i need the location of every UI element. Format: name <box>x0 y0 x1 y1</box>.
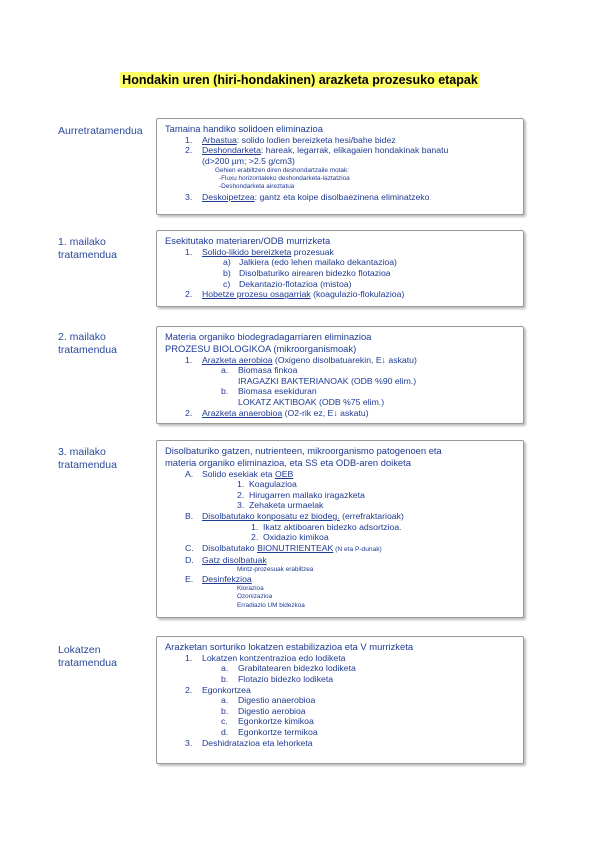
list-item: 2. Oxidazio kimikoa <box>251 532 329 543</box>
list-item: 1. Arbastua: solido lodien bereizketa hesi/bahe bidez <box>185 134 396 145</box>
list-item: 1. Lokatzen kontzentrazioa edo lodiketa <box>185 652 346 663</box>
list-item: a) Jalkiera (edo lehen mailako dekantazioa) <box>223 257 397 268</box>
list-item: Gehien erabiltzen diren deshondartzaile motak: <box>215 166 349 174</box>
list-item: LOKATZ AKTIBOAK (ODB %75 elim.) <box>238 396 385 407</box>
list-item: 1. Solido-likido bereizketa prozesuak <box>185 246 334 257</box>
term-link[interactable]: Solido-likido bereizketa <box>202 246 292 257</box>
list-item: 2. Arazketa anaerobioa (O2-rik ez, E↓ askatu) <box>185 407 369 418</box>
list-item: c. Egonkortze kimikoa <box>221 716 314 727</box>
stage-label-secondary: 2. mailako tratamendua <box>58 331 117 356</box>
list-item: a. Digestio anaerobioa <box>221 695 316 706</box>
stage-box-secondary <box>156 326 524 424</box>
term-link[interactable]: OEB <box>274 468 294 479</box>
stage-heading: Tamaina handiko solidoen eliminazioa <box>165 123 323 134</box>
list-item: B. Disolbatutako konposatu ez biodeg. (errefraktarioak) <box>185 510 404 521</box>
stage-label-sludge: Lokatzen tratamendua <box>58 644 117 669</box>
list-item: 2. Hobetze prozesu osagarriak (koagulazio-flokulazioa) <box>185 289 405 300</box>
stage-label-pretreatment: Aurretratamendua <box>58 125 143 137</box>
stage-heading: Arazketan sorturiko lokatzen estabilizazioa eta V murrizketa <box>165 641 414 652</box>
list-item: 2. Hirugarren mailako iragazketa <box>237 489 365 500</box>
term-link[interactable]: Desinfekzioa <box>202 574 252 585</box>
term-link[interactable]: Arazketa aerobioa <box>202 354 273 365</box>
stage-heading: Materia organiko biodegradagarriaren eliminazioa <box>165 331 372 342</box>
stage-subheading: materia organiko eliminazioa, eta SS eta ODB-aren doiketa <box>165 456 411 468</box>
list-item: E. Desinfekzioa <box>185 574 252 585</box>
list-item: a. Grabitatearen bidezko lodiketa <box>221 663 356 674</box>
list-item: 1. Arazketa aerobioa (Oxigeno disolbatuarekin, E↓ askatu) <box>185 354 417 365</box>
stage-box-pretreatment <box>156 118 524 215</box>
list-item: (d>200 µm; >2.5 g/cm3) <box>202 155 295 166</box>
list-item: Mintz-prozesuak erabiltzea <box>237 565 314 573</box>
list-item: Ozonizazioa <box>237 593 273 601</box>
term-link[interactable]: Arazketa anaerobioa <box>202 407 283 418</box>
list-item: D. Gatz disolbatuak <box>185 555 267 566</box>
list-item: 2. Egonkortzea <box>185 684 251 695</box>
list-item: a. Biomasa finkoa <box>221 365 298 376</box>
list-item: b. Digestio aerobioa <box>221 705 306 716</box>
list-item: -Deshondarketa aireztatua <box>219 183 295 191</box>
term-link[interactable]: Disolbatutako konposatu ez biodeg. <box>202 510 340 521</box>
list-item: IRAGAZKI BAKTERIANOAK (ODB %90 elim.) <box>238 375 417 386</box>
term-link[interactable]: Deskoipetzea <box>202 191 255 202</box>
list-item: A. Solido esekiak eta OEB <box>185 468 294 479</box>
list-item: b) Disolbaturiko airearen bidezko flotazioa <box>223 267 391 278</box>
stage-heading: Disolbaturiko gatzen, nutrienteen, mikroorganismo patogenoen eta <box>165 445 442 456</box>
list-item: 1. Ikatz aktiboaren bidezko adsortzioa. <box>251 521 402 532</box>
stage-box-primary <box>156 230 524 307</box>
page-title: Hondakin uren (hiri-hondakinen) arazketa prozesuko etapak <box>122 73 478 87</box>
stage-box-tertiary <box>156 440 524 618</box>
list-item: C. Disolbatutako BIONUTRIENTEAK (N eta P-dunak) <box>185 542 382 553</box>
term-link[interactable]: Hobetze prozesu osagarriak <box>202 289 311 300</box>
list-item: 3. Zehaketa urmaelak <box>237 500 324 511</box>
term-link[interactable]: Gatz disolbatuak <box>202 555 267 566</box>
stage-subheading: PROZESU BIOLOGIKOA (mikroorganismoak) <box>165 342 357 354</box>
stage-label-primary: 1. mailako tratamendua <box>58 236 117 261</box>
stage-box-sludge <box>156 636 524 764</box>
stage-label-tertiary: 3. mailako tratamendua <box>58 446 117 471</box>
stage-heading: Esekitutako materiaren/ODB murrizketa <box>165 235 331 246</box>
list-item: b. Flotazio bidezko lodiketa <box>221 673 334 684</box>
term-link[interactable]: Deshondarketa <box>202 145 261 156</box>
term-link[interactable]: Arbastua <box>202 134 237 145</box>
list-item: c) Dekantazio-flotazioa (mistoa) <box>223 278 352 289</box>
list-item: b. Biomasa esekiduran <box>221 386 317 397</box>
list-item: -Fluxu horizontaleko deshondarketa-laztatzioa <box>219 174 350 182</box>
list-item: d. Egonkortze termikoa <box>221 726 318 737</box>
list-item: Klorazioa <box>237 584 264 592</box>
term-link[interactable]: BIONUTRIENTEAK <box>257 542 334 553</box>
list-item: 1. Koagulazioa <box>237 479 297 490</box>
list-item: 2. Deshondarketa: hareak, legarrak, elikagaien hondakinak banatu <box>185 145 449 156</box>
list-item: 3. Deskoipetzea: gantz eta koipe disolbaezinena eliminatzeko <box>185 191 430 202</box>
list-item: Erradiazio UM bidezkoa <box>237 601 305 609</box>
list-item: 3. Deshidratazioa eta lehorketa <box>185 737 313 748</box>
